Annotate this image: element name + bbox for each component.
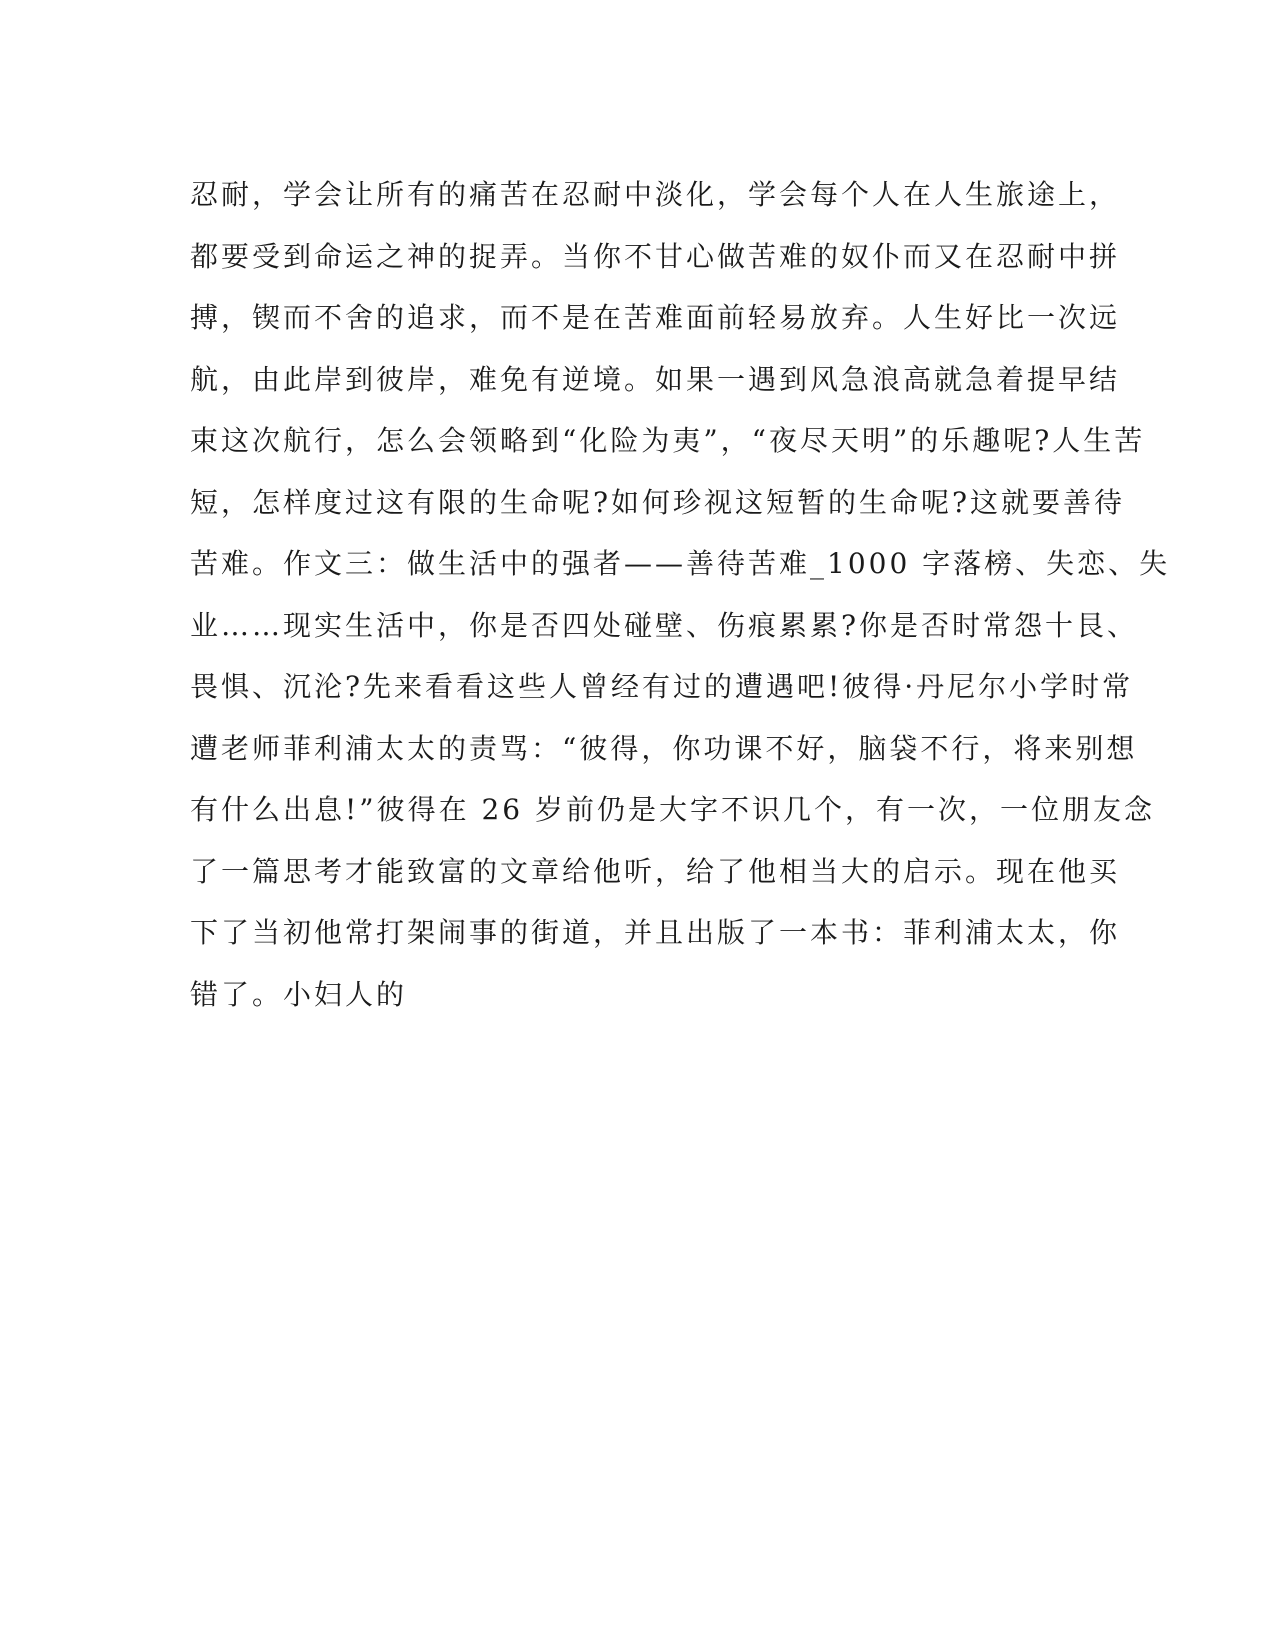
text-line: 了一篇思考才能致富的文章给他听，给了他相当大的启示。现在他买 [190,854,1121,888]
text-line: 都要受到命运之神的捉弄。当你不甘心做苦难的奴仆而又在忍耐中拼 [190,239,1121,273]
text-line: 遭老师菲利浦太太的责骂：“彼得，你功课不好，脑袋不行，将来别想 [190,731,1138,765]
text-line: 错了。小妇人的 [190,977,408,1011]
text-line: 畏惧、沉沦?先来看看这些人曾经有过的遭遇吧!彼得·丹尼尔小学时常 [190,670,1134,703]
text-line: 搏，锲而不舍的追求，而不是在苦难面前轻易放弃。人生好比一次远 [190,301,1121,334]
text-line: 下了当初他常打架闹事的街道，并且出版了一本书：菲利浦太太，你 [190,916,1121,949]
text-line: 航，由此岸到彼岸，难免有逆境。如果一遇到风急浪高就急着提早结 [190,362,1121,396]
text-line: 忍耐，学会让所有的痛苦在忍耐中淡化，学会每个人在人生旅途上， [190,178,1121,211]
body-text [190,164,1171,1025]
text-line: 苦难。作文三：做生活中的强者——善待苦难_1000 字落榜、失恋、失 [190,547,1171,580]
text-line: 业……现实生活中，你是否四处碰壁、伤痕累累?你是否时常怨十艮、 [190,608,1139,642]
text-line: 有什么出息!”彼得在 26 岁前仍是大字不识几个，有一次，一位朋友念 [190,793,1155,826]
text-line: 束这次航行，怎么会领略到“化险为夷”，“夜尽天明”的乐趣呢?人生苦 [190,424,1146,457]
text-line: 短，怎样度过这有限的生命呢?如何珍视这短暂的生命呢?这就要善待 [190,485,1126,519]
